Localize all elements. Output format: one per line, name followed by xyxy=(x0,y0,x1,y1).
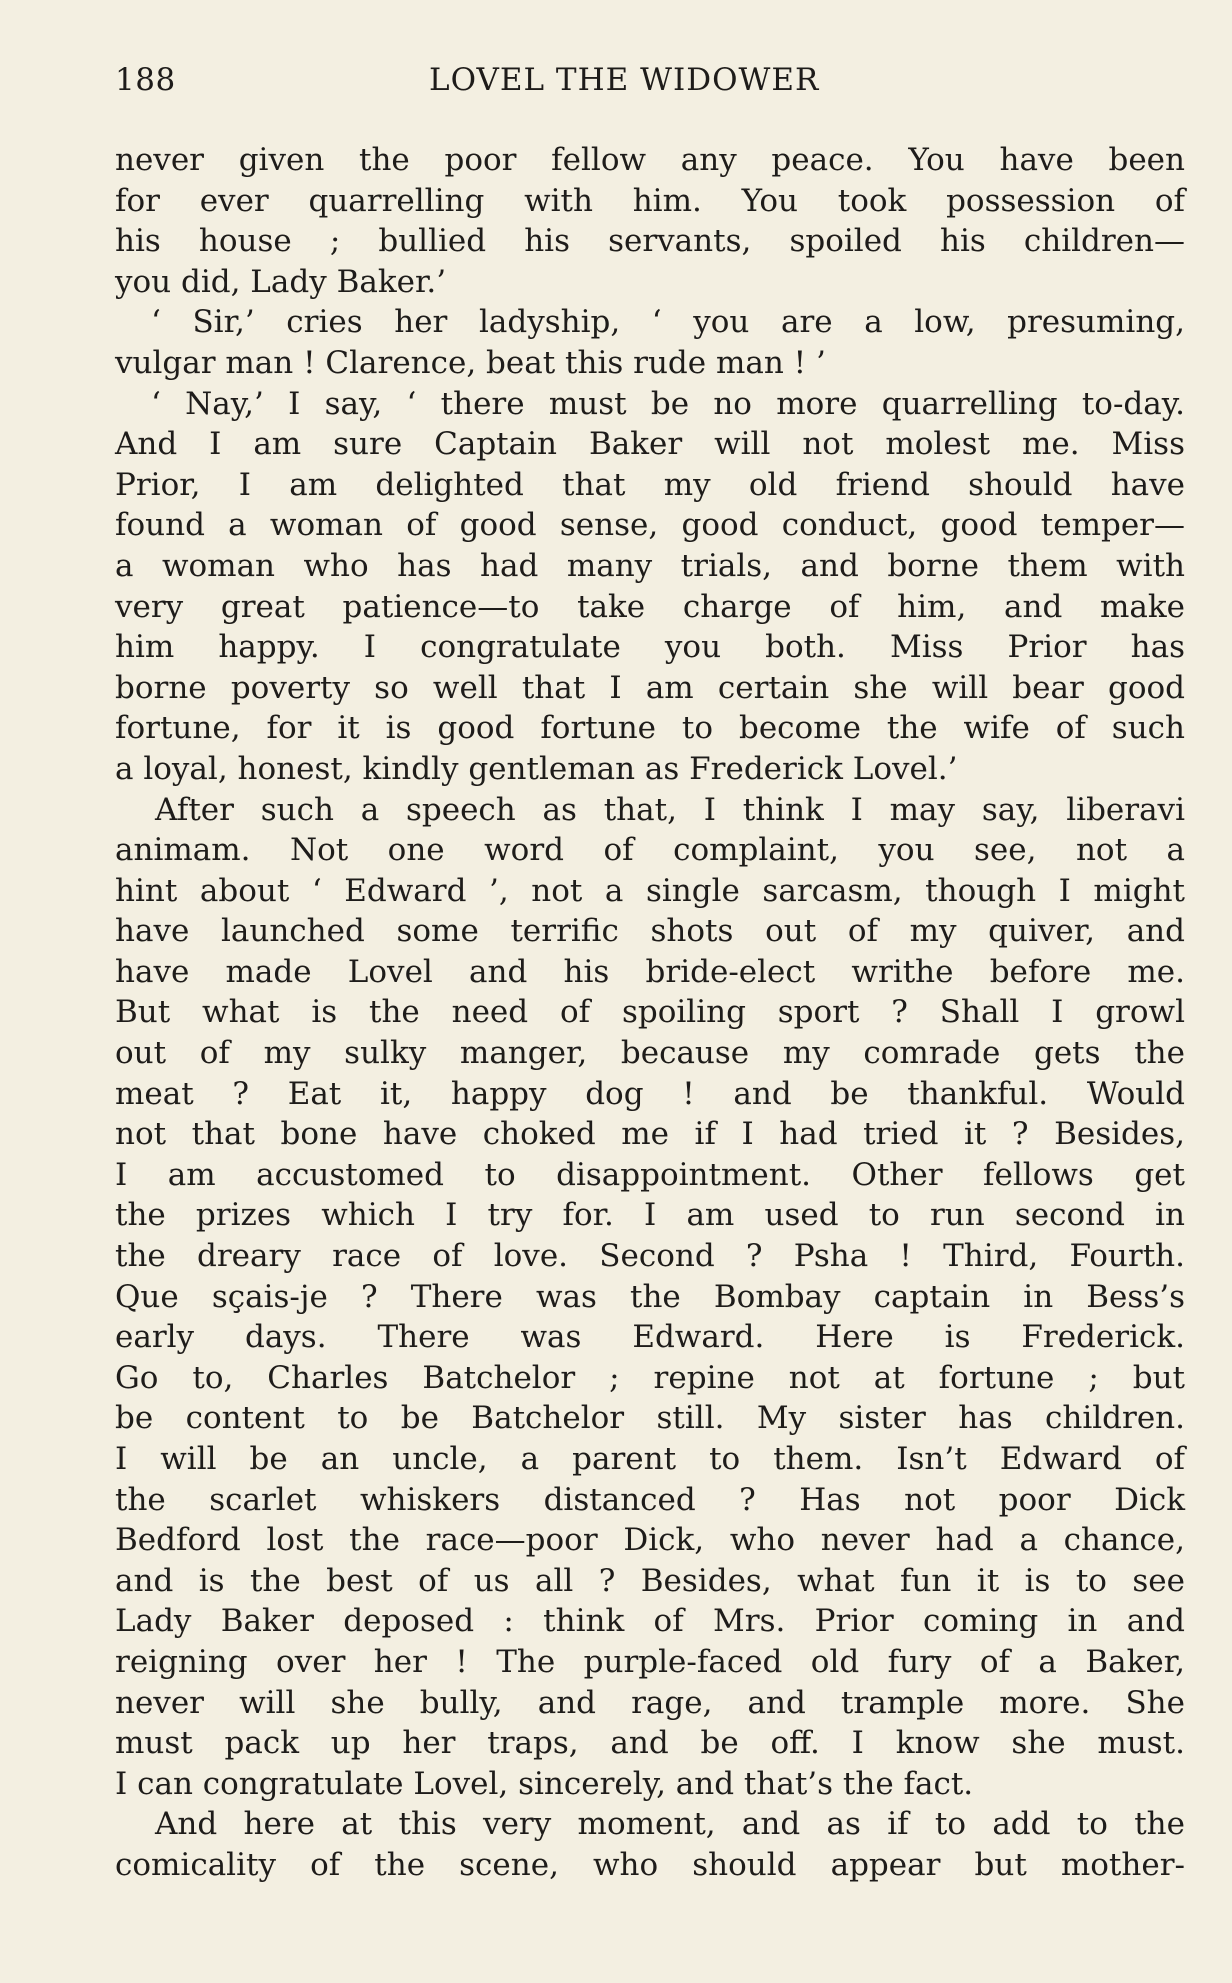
text-line: I can congratulate Lovel, sincerely, and that’s the fact. xyxy=(115,1765,974,1802)
text-line: have launched some terrific shots out of my quiver, and xyxy=(115,913,1185,950)
text-line: reigning over her ! The purple-faced old fury of a Baker, xyxy=(115,1643,1185,1680)
text-line: him happy. I congratulate you both. Miss Prior has xyxy=(115,629,1185,666)
text-line: Go to, Charles Batchelor ; repine not at fortune ; but xyxy=(115,1359,1185,1396)
page-header xyxy=(115,62,1185,106)
running-title: LOVEL THE WIDOWER xyxy=(429,62,820,98)
text-line: be content to be Batchelor still. My sister has children. xyxy=(115,1400,1185,1437)
text-line: And here at this very moment, and as if to add to the xyxy=(155,1806,1185,1843)
text-line: very great patience—to take charge of him, and make xyxy=(115,588,1185,625)
text-line: never given the poor fellow any peace. You have been xyxy=(115,142,1185,178)
text-line: a loyal, honest, kindly gentleman as Frederick Lovel.’ xyxy=(115,750,958,787)
text-line: borne poverty so well that I am certain she will bear good xyxy=(115,669,1185,706)
text-line: and is the best of us all ? Besides, what fun it is to see xyxy=(115,1562,1185,1599)
text-line: hint about ‘ Edward ’, not a single sarcasm, though I might xyxy=(115,872,1185,909)
text-line: for ever quarrelling with him. You took possession of xyxy=(115,182,1185,219)
page-number: 188 xyxy=(115,62,176,98)
text-line: Prior, I am delighted that my old friend should have xyxy=(115,466,1185,503)
text-line: found a woman of good sense, good conduct, good temper— xyxy=(115,507,1185,544)
text-line: But what is the need of spoiling sport ? Shall I growl xyxy=(115,994,1185,1031)
text-line: the prizes which I try for. I am used to run second in xyxy=(115,1197,1185,1234)
text-line: a woman who has had many trials, and borne them with xyxy=(115,547,1185,584)
text-line: meat ? Eat it, happy dog ! and be thankful. Would xyxy=(115,1075,1185,1112)
text-line: animam. Not one word of complaint, you see, not a xyxy=(115,832,1185,869)
text-line: never will she bully, and rage, and trample more. She xyxy=(115,1684,1185,1721)
text-line: After such a speech as that, I think I may say, liberavi xyxy=(155,791,1185,828)
text-line: Lady Baker deposed : think of Mrs. Prior coming in and xyxy=(115,1603,1185,1640)
text-line: not that bone have choked me if I had tried it ? Besides, xyxy=(115,1116,1185,1153)
text-line: And I am sure Captain Baker will not molest me. Miss xyxy=(115,426,1185,463)
text-line: out of my sulky manger, because my comrade gets the xyxy=(115,1035,1185,1072)
text-line: fortune, for it is good fortune to become the wife of such xyxy=(115,710,1185,747)
text-line: the scarlet whiskers distanced ? Has not poor Dick xyxy=(115,1481,1185,1518)
text-line: I am accustomed to disappointment. Other fellows get xyxy=(115,1156,1185,1193)
body-text xyxy=(115,140,1185,1886)
text-line: his house ; bullied his servants, spoiled his children— xyxy=(115,223,1185,260)
text-line: Bedford lost the race—poor Dick, who never had a chance, xyxy=(115,1522,1185,1559)
text-line: you did, Lady Baker.’ xyxy=(115,263,447,300)
text-line: the dreary race of love. Second ? Psha ! Third, Fourth. xyxy=(115,1238,1185,1275)
text-line: early days. There was Edward. Here is Frederick. xyxy=(115,1319,1185,1356)
text-line: comicality of the scene, who should appear but mother- xyxy=(115,1846,1185,1883)
text-line: ‘ Nay,’ I say, ‘ there must be no more quarrelling to-day. xyxy=(151,385,1185,422)
text-line: I will be an uncle, a parent to them. Isn’t Edward of xyxy=(115,1441,1185,1477)
text-line: vulgar man ! Clarence, beat this rude man ! ’ xyxy=(115,344,826,381)
text-line: Que sçais-je ? There was the Bombay captain in Bess’s xyxy=(115,1278,1185,1315)
text-line: have made Lovel and his bride-elect writhe before me. xyxy=(115,953,1185,990)
text-line: must pack up her traps, and be off. I know she must. xyxy=(115,1725,1185,1762)
text-line: ‘ Sir,’ cries her ladyship, ‘ you are a low, presuming, xyxy=(151,304,1185,341)
